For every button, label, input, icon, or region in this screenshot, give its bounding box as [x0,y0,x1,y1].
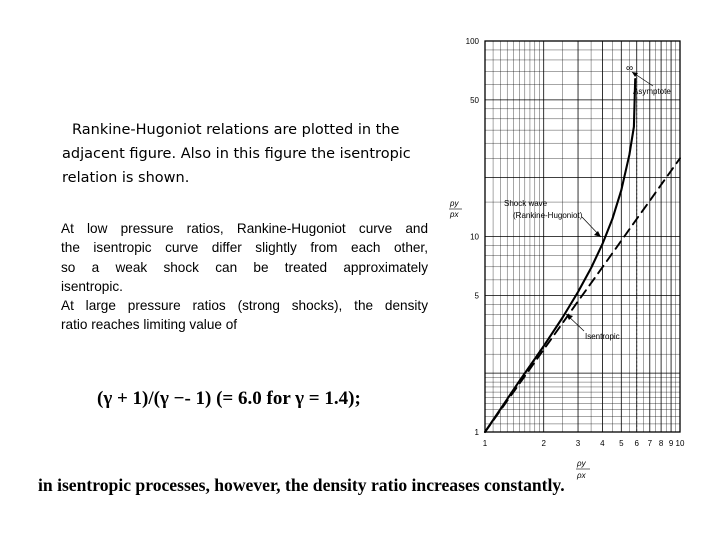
x-tick-label: 6 [634,439,639,448]
y-tick-label: 1 [474,428,479,437]
body-line: the isentropic curve differ slightly from each other, [61,240,428,256]
shock-wave-label: Shock wave [504,199,548,208]
body-line: ratio reaches limiting value of [61,317,238,333]
infinity-label: ∞ [626,63,634,74]
bottom-caption: in isentropic processes, however, the density ratio increases constantly. [38,475,565,495]
x-tick-label: 1 [482,439,488,448]
x-axis-label-num: ρy [577,459,586,468]
grid-lines [485,41,680,432]
body-line: so a weak shock can be treated approximately [61,259,428,275]
isentropic-label: Isentropic [585,332,620,341]
density-ratio-formula: (γ + 1)/(γ −- 1) (= 6.0 for γ = 1.4); [97,388,361,409]
x-axis-label-den: ρx [577,471,586,480]
rankine-hugoniot-label: (Rankine-Hugoniot) [513,211,583,220]
x-tick-label: 8 [658,439,664,448]
body-line: isentropic. [61,278,123,294]
x-tick-label: 9 [668,439,674,448]
body-line: At large pressure ratios (strong shocks), the density [61,298,428,314]
intro-paragraph [62,118,452,190]
y-axis-label-num: py [450,199,459,208]
x-tick-label: 2 [541,439,546,448]
x-tick-label: 7 [647,439,653,448]
x-tick-label: 4 [600,439,605,448]
y-axis-label-den: px [450,210,459,219]
intro-line-1: Rankine-Hugoniot relations are plotted in the [72,122,400,138]
body-text [61,219,428,335]
rankine-hugoniot-chart [440,30,700,490]
body-line: At low pressure ratios, Rankine-Hugoniot curve and [61,221,428,236]
intro-line-2: adjacent figure. Also in this figure the isentropic [62,146,411,162]
y-tick-label: 100 [465,37,479,46]
asymptote-label: Asymptote [633,87,671,96]
tick-labels [466,37,685,448]
y-tick-label: 10 [470,232,479,242]
intro-line-3: relation is shown. [62,170,190,186]
x-tick-label: 10 [675,439,685,448]
x-tick-label: 3 [575,439,581,448]
y-tick-label: 5 [474,291,479,301]
y-tick-label: 50 [470,95,479,105]
x-tick-label: 5 [619,439,624,448]
